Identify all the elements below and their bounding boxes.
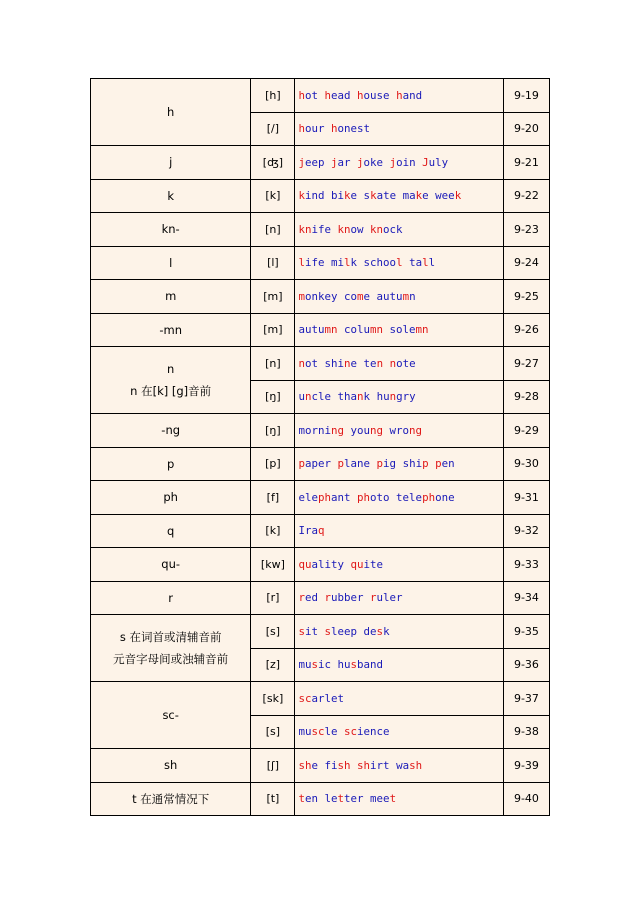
ipa-cell: [s] <box>251 615 295 649</box>
highlight-letters: l <box>344 256 351 270</box>
highlight-letters: h <box>357 88 364 102</box>
highlight-letters: J <box>422 155 429 169</box>
highlight-letters: r <box>370 591 377 605</box>
highlight-letters: kn <box>337 222 351 236</box>
example-word: shine <box>324 356 358 370</box>
number-cell: 9-22 <box>503 179 549 213</box>
example-word: bike <box>330 189 358 203</box>
example-word: muscle <box>298 725 338 739</box>
table-row <box>91 514 550 548</box>
highlight-letters: kn <box>298 222 312 236</box>
highlight-letters: sc <box>344 725 358 739</box>
letter-cell <box>91 347 251 414</box>
letter-line: sc- <box>162 708 179 722</box>
example-word: jeep <box>298 155 325 169</box>
example-word: scarlet <box>298 691 344 705</box>
letter-line: m <box>165 289 177 304</box>
example-word: ten <box>363 356 384 370</box>
highlight-letters: p <box>376 457 384 471</box>
example-word: she <box>298 758 318 772</box>
ipa-cell: [n] <box>251 347 295 381</box>
ipa-cell: [kw] <box>251 548 295 582</box>
example-word: July <box>422 155 449 169</box>
example-word: note <box>389 356 416 370</box>
words-cell <box>295 548 503 582</box>
highlight-letters: sh <box>357 758 371 772</box>
example-word: morning <box>298 423 344 437</box>
letter-line: j <box>169 155 173 170</box>
highlight-letters: l <box>396 256 403 270</box>
example-word: Iraq <box>298 524 325 538</box>
highlight-letters: j <box>357 155 364 169</box>
words-cell <box>295 648 503 682</box>
table-row <box>91 79 550 113</box>
highlight-letters: m <box>298 289 305 303</box>
highlight-letters: h <box>298 88 305 102</box>
table-row <box>91 146 550 180</box>
table-row <box>91 447 550 481</box>
example-word: rubber <box>324 591 364 605</box>
example-word: head <box>324 88 351 102</box>
highlight-letters: s <box>311 658 318 672</box>
highlight-letters: n <box>376 356 384 370</box>
ipa-cell: [t] <box>251 782 295 816</box>
example-word: sit <box>298 624 318 638</box>
ipa-cell: [p] <box>251 447 295 481</box>
example-word: letter <box>324 792 364 806</box>
number-cell: 9-25 <box>503 280 549 314</box>
example-word: not <box>298 356 318 370</box>
highlight-letters: j <box>298 155 305 169</box>
number-cell: 9-23 <box>503 213 549 247</box>
letter-line: s 在词首或清辅音前 <box>119 630 222 644</box>
ipa-cell: [f] <box>251 481 295 515</box>
number-cell: 9-37 <box>503 682 549 716</box>
number-cell: 9-20 <box>503 112 549 146</box>
ipa-cell: [/] <box>251 112 295 146</box>
words-cell <box>295 414 503 448</box>
letter-cell <box>91 146 251 180</box>
highlight-letters: sh <box>337 758 351 772</box>
letter-line: q <box>167 523 175 538</box>
example-word: make <box>402 189 429 203</box>
words-cell <box>295 146 503 180</box>
number-cell: 9-38 <box>503 715 549 749</box>
letter-line: qu- <box>161 557 181 572</box>
example-word: pig <box>376 457 397 471</box>
words-cell <box>295 481 503 515</box>
highlight-letters: n <box>389 390 397 404</box>
example-word: fish <box>324 758 351 772</box>
letter-cell <box>91 749 251 783</box>
table-row <box>91 581 550 615</box>
number-cell: 9-24 <box>503 246 549 280</box>
example-word: joke <box>357 155 384 169</box>
example-word: school <box>363 256 403 270</box>
example-word: sleep <box>324 624 358 638</box>
example-word: come <box>343 289 371 303</box>
highlight-letters: l <box>422 256 429 270</box>
words-cell <box>295 749 503 783</box>
letter-cell <box>91 615 251 682</box>
number-cell: 9-27 <box>503 347 549 381</box>
highlight-letters: ng <box>409 423 423 437</box>
highlight-letters: qu <box>350 557 364 571</box>
ipa-cell: [s] <box>251 715 295 749</box>
example-word: music <box>298 658 331 672</box>
words-cell <box>295 715 503 749</box>
highlight-letters: ng <box>370 423 384 437</box>
highlight-letters: j <box>330 155 338 169</box>
highlight-letters: t <box>298 792 305 806</box>
phonics-table <box>90 78 550 816</box>
number-cell: 9-26 <box>503 313 549 347</box>
table-row <box>91 682 550 716</box>
example-word: ten <box>298 792 318 806</box>
table-row <box>91 313 550 347</box>
example-word: skate <box>363 189 397 203</box>
number-cell: 9-21 <box>503 146 549 180</box>
letter-cell <box>91 682 251 749</box>
highlight-letters: l <box>298 256 305 270</box>
highlight-letters: k <box>415 189 423 203</box>
example-word: pen <box>435 457 455 471</box>
letter-cell <box>91 782 251 816</box>
words-cell <box>295 179 503 213</box>
letter-line: -mn <box>159 322 182 337</box>
example-word: hour <box>298 122 325 136</box>
example-word: thank <box>337 390 371 404</box>
highlight-letters: n <box>357 390 364 404</box>
example-word: plane <box>337 457 371 471</box>
letter-line: ph <box>163 490 178 505</box>
number-cell: 9-30 <box>503 447 549 481</box>
letter-cell <box>91 79 251 146</box>
example-word: telephone <box>396 490 455 504</box>
example-word: autumn <box>298 323 338 337</box>
example-word: shirt <box>357 758 390 772</box>
highlight-letters: n <box>389 356 397 370</box>
highlight-letters: k <box>370 189 377 203</box>
example-word: honest <box>330 122 371 136</box>
example-word: young <box>350 423 384 437</box>
number-cell: 9-28 <box>503 380 549 414</box>
words-cell <box>295 682 503 716</box>
letter-cell <box>91 246 251 280</box>
words-cell <box>295 112 503 146</box>
example-word: knife <box>298 222 331 236</box>
table-row <box>91 615 550 649</box>
words-cell <box>295 213 503 247</box>
words-cell <box>295 447 503 481</box>
highlight-letters: ng <box>330 423 344 437</box>
example-word: science <box>344 725 390 739</box>
ipa-cell: [ʃ] <box>251 749 295 783</box>
highlight-letters: s <box>298 624 305 638</box>
highlight-letters: h <box>324 88 331 102</box>
table-row <box>91 280 550 314</box>
highlight-letters: t <box>389 792 397 806</box>
example-word: ruler <box>370 591 403 605</box>
example-word: ship <box>402 457 429 471</box>
highlight-letters: r <box>324 591 331 605</box>
example-word: monkey <box>298 289 338 303</box>
highlight-letters: j <box>389 155 397 169</box>
highlight-letters: m <box>357 289 364 303</box>
words-cell <box>295 615 503 649</box>
words-cell <box>295 79 503 113</box>
highlight-letters: n <box>298 356 305 370</box>
ipa-cell: [ŋ] <box>251 414 295 448</box>
table-row <box>91 213 550 247</box>
table-row <box>91 548 550 582</box>
number-cell: 9-31 <box>503 481 549 515</box>
ipa-cell: [r] <box>251 581 295 615</box>
highlight-letters: s <box>350 658 358 672</box>
highlight-letters: mn <box>324 323 338 337</box>
table-row <box>91 481 550 515</box>
letter-line: p <box>167 456 175 471</box>
example-word: husband <box>337 658 384 672</box>
highlight-letters: k <box>454 189 462 203</box>
words-cell <box>295 380 503 414</box>
highlight-letters: s <box>376 624 384 638</box>
highlight-letters: h <box>330 122 338 136</box>
ipa-cell: [ŋ] <box>251 380 295 414</box>
example-word: jar <box>330 155 351 169</box>
example-word: week <box>435 189 462 203</box>
example-word: house <box>357 88 390 102</box>
example-word: hot <box>298 88 318 102</box>
example-word: autumn <box>376 289 416 303</box>
highlight-letters: kn <box>370 222 384 236</box>
number-cell: 9-19 <box>503 79 549 113</box>
highlight-letters: mn <box>370 323 384 337</box>
letter-cell <box>91 313 251 347</box>
example-word: elephant <box>298 490 351 504</box>
example-word: uncle <box>298 390 331 404</box>
highlight-letters: n <box>304 390 312 404</box>
highlight-letters: h <box>298 122 305 136</box>
highlight-letters: p <box>422 457 429 471</box>
highlight-letters: mn <box>415 323 429 337</box>
letter-line: n 在[k] [g]音前 <box>130 384 212 398</box>
highlight-letters: m <box>402 289 410 303</box>
highlight-letters: n <box>344 356 351 370</box>
table-row <box>91 782 550 816</box>
words-cell <box>295 313 503 347</box>
letter-cell <box>91 280 251 314</box>
letter-cell <box>91 447 251 481</box>
words-cell <box>295 280 503 314</box>
table-row <box>91 749 550 783</box>
example-word: know <box>337 222 364 236</box>
highlight-letters: sh <box>409 758 423 772</box>
ipa-cell: [m] <box>251 280 295 314</box>
example-word: hand <box>396 88 423 102</box>
letter-cell <box>91 581 251 615</box>
example-word: knock <box>370 222 403 236</box>
letter-line: t 在通常情况下 <box>132 791 210 806</box>
highlight-letters: p <box>337 457 344 471</box>
highlight-letters: sc <box>298 691 312 705</box>
ipa-cell: [h] <box>251 79 295 113</box>
letter-cell <box>91 179 251 213</box>
highlight-letters: r <box>298 591 305 605</box>
letter-cell <box>91 213 251 247</box>
words-cell <box>295 246 503 280</box>
number-cell: 9-40 <box>503 782 549 816</box>
highlight-letters: t <box>337 792 345 806</box>
example-word: desk <box>363 624 390 638</box>
example-word: wash <box>396 758 423 772</box>
highlight-letters: q <box>317 524 325 538</box>
words-cell <box>295 782 503 816</box>
example-word: join <box>389 155 416 169</box>
example-word: tall <box>409 256 436 270</box>
example-word: photo <box>357 490 390 504</box>
letter-line: h <box>167 105 175 119</box>
words-cell <box>295 514 503 548</box>
ipa-cell: [ʤ] <box>251 146 295 180</box>
example-word: solemn <box>389 323 429 337</box>
example-word: meet <box>370 792 397 806</box>
highlight-letters: s <box>324 624 331 638</box>
letter-line: kn- <box>161 222 180 237</box>
table-row <box>91 414 550 448</box>
highlight-letters: ph <box>357 490 371 504</box>
ipa-cell: [sk] <box>251 682 295 716</box>
example-word: wrong <box>389 423 423 437</box>
highlight-letters: p <box>298 457 305 471</box>
ipa-cell: [k] <box>251 179 295 213</box>
number-cell: 9-36 <box>503 648 549 682</box>
letter-line: sh <box>164 758 178 773</box>
letter-line: -ng <box>161 423 181 438</box>
highlight-letters: qu <box>298 557 312 571</box>
letter-line: l <box>169 255 173 270</box>
example-word: column <box>343 323 384 337</box>
letter-line: n <box>167 362 175 376</box>
highlight-letters: k <box>298 189 305 203</box>
letter-cell <box>91 481 251 515</box>
highlight-letters: h <box>396 88 403 102</box>
letter-cell <box>91 548 251 582</box>
number-cell: 9-32 <box>503 514 549 548</box>
example-word: kind <box>298 189 325 203</box>
number-cell: 9-35 <box>503 615 549 649</box>
table-row <box>91 246 550 280</box>
highlight-letters: sc <box>311 725 325 739</box>
letter-line: k <box>167 188 174 203</box>
words-cell <box>295 347 503 381</box>
highlight-letters: ph <box>317 490 331 504</box>
ipa-cell: [k] <box>251 514 295 548</box>
highlight-letters: sh <box>298 758 312 772</box>
example-word: red <box>298 591 318 605</box>
highlight-letters: k <box>344 189 351 203</box>
table-row <box>91 179 550 213</box>
ipa-cell: [m] <box>251 313 295 347</box>
ipa-cell: [z] <box>251 648 295 682</box>
example-word: life <box>298 256 325 270</box>
number-cell: 9-33 <box>503 548 549 582</box>
letter-line: 元音字母间或浊辅音前 <box>113 652 229 666</box>
number-cell: 9-39 <box>503 749 549 783</box>
example-word: paper <box>298 457 331 471</box>
table-row <box>91 347 550 381</box>
ipa-cell: [n] <box>251 213 295 247</box>
words-cell <box>295 581 503 615</box>
highlight-letters: p <box>435 457 442 471</box>
number-cell: 9-34 <box>503 581 549 615</box>
example-word: milk <box>330 256 358 270</box>
letter-cell <box>91 414 251 448</box>
ipa-cell: [l] <box>251 246 295 280</box>
example-word: quite <box>350 557 384 571</box>
example-word: hungry <box>376 390 416 404</box>
letter-cell <box>91 514 251 548</box>
highlight-letters: ph <box>422 490 436 504</box>
example-word: quality <box>298 557 344 571</box>
letter-line: r <box>168 590 174 605</box>
number-cell: 9-29 <box>503 414 549 448</box>
